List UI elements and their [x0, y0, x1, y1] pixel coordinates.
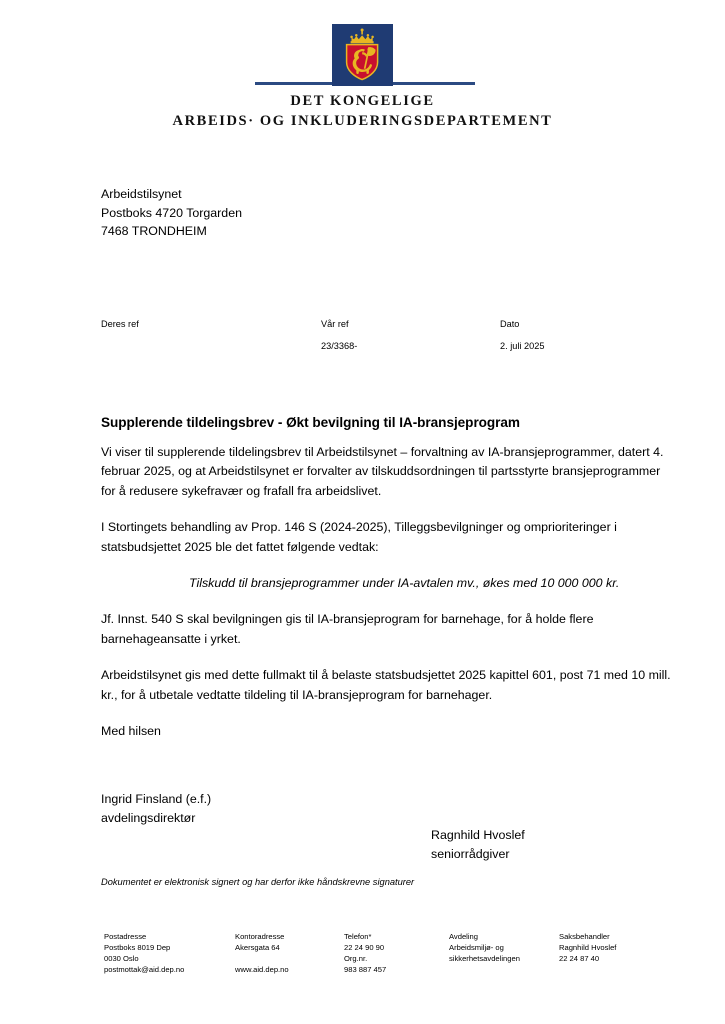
footer-saksbehandler-name: Ragnhild Hvoslef: [559, 943, 617, 953]
signature-right-title: seniorrådgiver: [431, 847, 510, 862]
footer-telefon-number: 22 24 90 90: [344, 943, 385, 953]
footer-kontoradresse-line2: [235, 953, 335, 964]
recipient-address-block: [101, 185, 242, 241]
footer-saksbehandler-phone: 22 24 87 40: [559, 954, 600, 964]
signature-left: [101, 790, 211, 829]
footer-avdeling-line2: sikkerhetsavdelingen: [449, 954, 520, 964]
dato-label: Dato: [500, 319, 520, 329]
signature-right: [431, 826, 525, 865]
dato-value: 2. juli 2025: [500, 341, 545, 351]
footer-kontoradresse-head: Kontoradresse: [235, 932, 285, 941]
letter-paragraph-2: I Stortingets behandling av Prop. 146 S (2024-2025), Tilleggsbevilgninger og omprioriteringer i statsbudsjettet 2025 ble det fattet følgende vedtak:: [101, 520, 617, 554]
footer-postadresse-email[interactable]: postmottak@aid.dep.no: [104, 965, 185, 975]
recipient-address: Postboks 4720 Torgarden: [101, 205, 242, 220]
signature-right-name: Ragnhild Hvoslef: [431, 828, 525, 842]
footer-postadresse-line1: Postboks 8019 Dep: [104, 943, 171, 953]
letterhead: [0, 24, 725, 130]
footer-avdeling-line1: Arbeidsmiljø- og: [449, 943, 504, 953]
norwegian-coat-of-arms-icon: [332, 24, 393, 86]
deres-ref-column: [101, 318, 139, 340]
letter-subject-heading: Supplerende tildelingsbrev - Økt bevilgning til IA-bransjeprogram: [101, 415, 520, 430]
footer-column-telefon: [344, 931, 444, 975]
recipient-name: Arbeidstilsynet: [101, 187, 182, 201]
footer-postadresse-head: Postadresse: [104, 932, 147, 941]
letter-paragraph-3: Jf. Innst. 540 S skal bevilgningen gis til IA-bransjeprogram for barnehage, for å holde flere barnehageansatte i yrket.: [101, 612, 594, 646]
letter-quoted-resolution: Tilskudd til bransjeprogrammer under IA-avtalen mv., økes med 10 000 000 kr.: [189, 576, 620, 591]
footer-saksbehandler-head: Saksbehandler: [559, 932, 610, 941]
footer-postadresse-line2: 0030 Oslo: [104, 954, 139, 964]
letter-paragraph-4: Arbeidstilsynet gis med dette fullmakt til å belaste statsbudsjettet 2025 kapittel 601, post 71 med 10 mill. kr., for å utbetale vedtatte tildeling til IA-bransjeprogram for barnehager.: [101, 668, 671, 702]
footer-orgnr-head: Org.nr.: [344, 954, 368, 964]
letterhead-line-1: DET KONGELIGE: [290, 93, 435, 109]
footer-orgnr-value: 983 887 457: [344, 965, 387, 975]
letter-paragraph-1: Vi viser til supplerende tildelingsbrev til Arbeidstilsynet – forvaltning av IA-bransjeprogrammer, datert 4. februar 2025, og at Arbeidstilsynet er forvalter av tilskuddsordningen til partsstyrte bransjeprogrammer for å redusere sykefravær og frafall fra arbeidslivet.: [101, 445, 664, 498]
footer-avdeling-head: Avdeling: [449, 932, 478, 941]
footer-telefon-head: Telefon*: [344, 932, 372, 941]
letter-body: [101, 414, 671, 741]
recipient-postal-city: 7468 TRONDHEIM: [101, 224, 207, 238]
footer-column-postadresse: [104, 931, 234, 975]
footer-kontoradresse-website[interactable]: www.aid.dep.no: [235, 965, 289, 975]
footer-kontoradresse-line1: Akersgata 64: [235, 943, 280, 953]
deres-ref-label: Deres ref: [101, 319, 139, 329]
footer-column-saksbehandler: [559, 931, 679, 964]
footer-column-avdeling: [449, 931, 564, 964]
letter-greeting: Med hilsen: [101, 724, 161, 739]
footer-column-kontoradresse: [235, 931, 335, 975]
letterhead-line-2: ARBEIDS· OG INKLUDERINGSDEPARTEMENT: [172, 113, 553, 129]
var-ref-column: [321, 318, 357, 353]
dato-column: [500, 318, 544, 353]
var-ref-value: 23/3368-: [321, 341, 358, 351]
signature-left-name: Ingrid Finsland (e.f.): [101, 792, 212, 806]
var-ref-label: Vår ref: [321, 319, 349, 329]
signature-left-title: avdelingsdirektør: [101, 811, 196, 826]
emblem-container: [0, 24, 725, 86]
electronic-signature-disclaimer: Dokumentet er elektronisk signert og har derfor ikke håndskrevne signaturer: [101, 877, 415, 887]
